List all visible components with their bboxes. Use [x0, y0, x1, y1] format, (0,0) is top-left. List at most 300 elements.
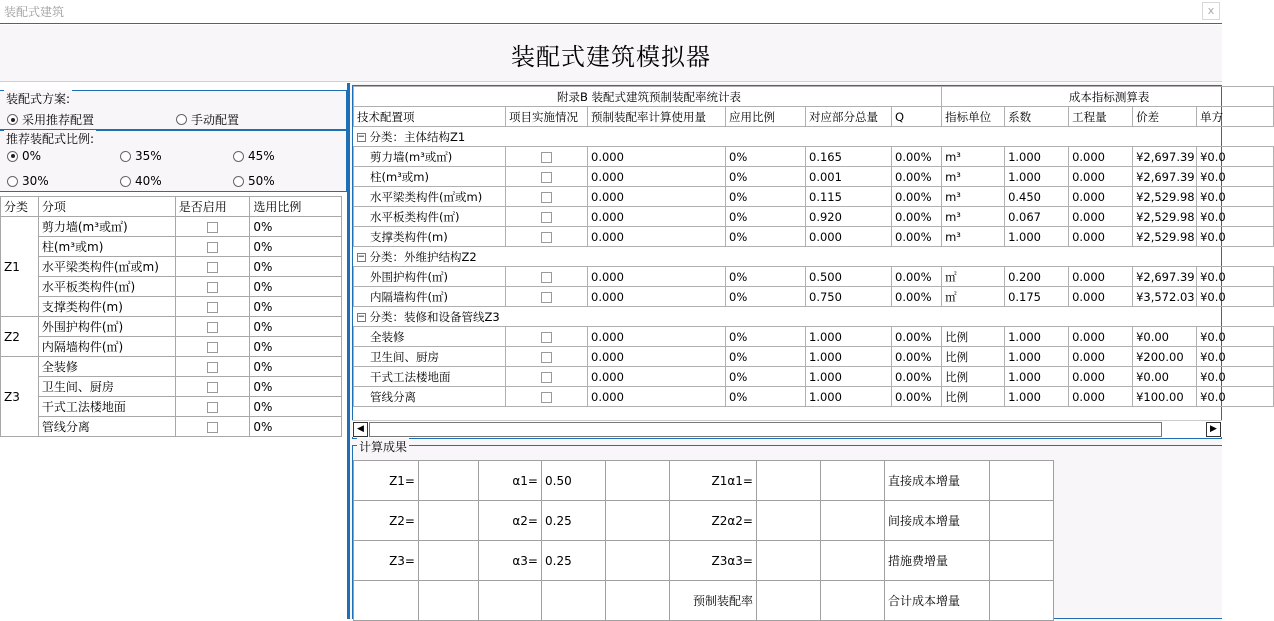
enabled-cell	[175, 377, 250, 397]
table-row	[1, 217, 342, 237]
grid-row[interactable]	[354, 167, 1274, 187]
calc-row	[354, 461, 1054, 501]
band-prefab-stats: 附录B 装配式建筑预制装配率统计表	[354, 87, 942, 107]
enable-checkbox[interactable]	[207, 222, 218, 233]
enable-checkbox[interactable]	[207, 422, 218, 433]
grid-row[interactable]	[354, 187, 1274, 207]
z-alpha-label: Z2α2=	[670, 501, 757, 541]
enabled-cell	[175, 317, 250, 337]
unit-cost-cell[interactable]: ¥0.0	[1197, 167, 1274, 187]
ratio-cell[interactable]: 0%	[726, 267, 806, 287]
ratio-option-0[interactable]	[7, 149, 41, 163]
alpha-value[interactable]	[542, 581, 606, 621]
collapse-icon[interactable]: −	[357, 251, 366, 262]
cost-value	[990, 541, 1054, 581]
enabled-cell	[175, 277, 250, 297]
implemented-cell	[506, 207, 588, 227]
ratio-cell[interactable]: 0%	[250, 317, 342, 337]
spacer-cell	[821, 541, 885, 581]
config-item-cell: 全装修	[354, 327, 506, 347]
usage-cell[interactable]: 0.000	[588, 227, 726, 247]
unit-cost-cell[interactable]: ¥0.0	[1197, 147, 1274, 167]
ratio-cell[interactable]: 0%	[726, 367, 806, 387]
price-diff-cell[interactable]: ¥0.00	[1133, 367, 1197, 387]
quantity-cell[interactable]: 0.000	[1069, 327, 1133, 347]
price-diff-cell[interactable]: ¥2,529.98	[1133, 207, 1197, 227]
coef-cell[interactable]: 0.175	[1005, 287, 1069, 307]
group-row[interactable]	[354, 247, 1274, 267]
ratio-cell[interactable]: 0%	[726, 147, 806, 167]
config-item-cell: 柱(m³或m)	[354, 167, 506, 187]
grid-col-header[interactable]: Q	[892, 107, 942, 127]
ratio-option-50[interactable]	[233, 174, 275, 188]
q-cell[interactable]: 0.00%	[892, 207, 942, 227]
calc-row	[354, 581, 1054, 621]
col-header-item: 分项	[38, 197, 175, 217]
implemented-checkbox[interactable]	[541, 172, 552, 183]
unit-cost-cell[interactable]: ¥0.0	[1197, 227, 1274, 247]
total-cell[interactable]: 0.115	[806, 187, 892, 207]
group-header-cell[interactable]	[354, 247, 1274, 267]
unit-cell[interactable]: 比例	[942, 387, 1005, 407]
band-header-row	[354, 87, 1274, 107]
app-title: 装配式建筑模拟器	[511, 43, 711, 71]
ratio-cell[interactable]: 0%	[250, 417, 342, 437]
calc-row	[354, 501, 1054, 541]
total-cell[interactable]: 1.000	[806, 347, 892, 367]
unit-cell[interactable]: m³	[942, 167, 1005, 187]
q-cell[interactable]: 0.00%	[892, 287, 942, 307]
group-header-cell[interactable]	[354, 307, 1274, 327]
config-item-cell: 水平梁类构件(㎡或m)	[354, 187, 506, 207]
grid-col-header[interactable]: 项目实施情况	[506, 107, 588, 127]
grid-row[interactable]	[354, 267, 1274, 287]
ratio-group	[0, 130, 347, 192]
unit-cell[interactable]: 比例	[942, 347, 1005, 367]
config-item-cell: 支撑类构件(m)	[354, 227, 506, 247]
price-diff-cell[interactable]: ¥2,697.39	[1133, 167, 1197, 187]
implemented-cell	[506, 287, 588, 307]
item-cell: 水平板类构件(㎡)	[38, 277, 175, 297]
z-label: Z3=	[354, 541, 419, 581]
implemented-checkbox[interactable]	[541, 332, 552, 343]
group-row[interactable]	[354, 307, 1274, 327]
z-value	[419, 541, 479, 581]
coef-cell[interactable]: 1.000	[1005, 347, 1069, 367]
col-header-enabled: 是否启用	[175, 197, 250, 217]
table-row	[1, 397, 342, 417]
config-item-cell: 剪力墙(m³或㎡)	[354, 147, 506, 167]
item-cell: 全装修	[38, 357, 175, 377]
grid-row[interactable]	[354, 347, 1274, 367]
enable-checkbox[interactable]	[207, 402, 218, 413]
price-diff-cell[interactable]: ¥2,529.98	[1133, 187, 1197, 207]
price-diff-cell[interactable]: ¥100.00	[1133, 387, 1197, 407]
price-diff-cell[interactable]: ¥2,697.39	[1133, 267, 1197, 287]
calc-row	[354, 541, 1054, 581]
total-cell[interactable]: 0.500	[806, 267, 892, 287]
unit-cost-cell[interactable]: ¥0.0	[1197, 287, 1274, 307]
table-row	[1, 297, 342, 317]
usage-cell[interactable]: 0.000	[588, 387, 726, 407]
implemented-cell	[506, 147, 588, 167]
item-cell: 干式工法楼地面	[38, 397, 175, 417]
spacer-cell	[821, 581, 885, 621]
total-cell[interactable]: 0.750	[806, 287, 892, 307]
quantity-cell[interactable]: 0.000	[1069, 187, 1133, 207]
z-alpha-label: Z3α3=	[670, 541, 757, 581]
enable-checkbox[interactable]	[207, 382, 218, 393]
unit-cost-cell[interactable]: ¥0.0	[1197, 387, 1274, 407]
radio-label: 50%	[248, 174, 275, 188]
grid-row[interactable]	[354, 207, 1274, 227]
table-row	[1, 417, 342, 437]
grid-col-header[interactable]: 预制装配率计算使用量	[588, 107, 726, 127]
usage-cell[interactable]: 0.000	[588, 147, 726, 167]
ratio-cell[interactable]: 0%	[726, 347, 806, 367]
ratio-cell[interactable]: 0%	[250, 397, 342, 417]
quantity-cell[interactable]: 0.000	[1069, 227, 1133, 247]
cost-value	[990, 581, 1054, 621]
implemented-checkbox[interactable]	[541, 192, 552, 203]
implemented-checkbox[interactable]	[541, 372, 552, 383]
ratio-option-30[interactable]	[7, 174, 49, 188]
config-item-cell: 管线分离	[354, 387, 506, 407]
table-row	[1, 277, 342, 297]
price-diff-cell[interactable]: ¥0.00	[1133, 327, 1197, 347]
price-diff-cell[interactable]: ¥3,572.03	[1133, 287, 1197, 307]
implemented-checkbox[interactable]	[541, 292, 552, 303]
grid-row[interactable]	[354, 327, 1274, 347]
ratio-label: 推荐装配式比例:	[6, 132, 95, 146]
grid-col-header[interactable]: 对应部分总量	[806, 107, 892, 127]
grid-row[interactable]	[354, 387, 1274, 407]
item-cell: 卫生间、厨房	[38, 377, 175, 397]
ratio-cell[interactable]: 0%	[726, 327, 806, 347]
z-alpha-label: 预制装配率	[670, 581, 757, 621]
cost-label: 直接成本增量	[885, 461, 990, 501]
coef-cell[interactable]: 0.200	[1005, 267, 1069, 287]
grid-col-header[interactable]: 系数	[1005, 107, 1069, 127]
total-cell[interactable]: 0.001	[806, 167, 892, 187]
radio-icon	[7, 176, 18, 187]
usage-cell[interactable]: 0.000	[588, 207, 726, 227]
enabled-cell	[175, 417, 250, 437]
ratio-option-35[interactable]	[120, 149, 162, 163]
enable-checkbox[interactable]	[207, 322, 218, 333]
enable-checkbox[interactable]	[207, 242, 218, 253]
q-cell[interactable]: 0.00%	[892, 367, 942, 387]
spacer-cell	[821, 501, 885, 541]
radio-label: 35%	[135, 149, 162, 163]
ratio-cell[interactable]: 0%	[726, 187, 806, 207]
radio-icon	[176, 114, 187, 125]
enabled-cell	[175, 297, 250, 317]
implemented-cell	[506, 347, 588, 367]
table-row	[1, 257, 342, 277]
unit-cell[interactable]: 比例	[942, 327, 1005, 347]
z-alpha-value	[757, 461, 821, 501]
table-header-row	[1, 197, 342, 217]
radio-label: 45%	[248, 149, 275, 163]
price-diff-cell[interactable]: ¥2,529.98	[1133, 227, 1197, 247]
ratio-cell[interactable]: 0%	[726, 287, 806, 307]
item-cell: 支撑类构件(m)	[38, 297, 175, 317]
radio-icon	[120, 151, 131, 162]
unit-cost-cell[interactable]: ¥0.0	[1197, 327, 1274, 347]
price-diff-cell[interactable]: ¥200.00	[1133, 347, 1197, 367]
config-item-cell: 水平板类构件(㎡)	[354, 207, 506, 227]
category-cell: Z2	[1, 317, 39, 357]
unit-cell[interactable]: m³	[942, 187, 1005, 207]
z-label: Z2=	[354, 501, 419, 541]
column-header-row	[354, 107, 1274, 127]
component-table	[0, 196, 342, 437]
grid-row[interactable]	[354, 367, 1274, 387]
total-cell[interactable]: 0.000	[806, 227, 892, 247]
category-cell: Z1	[1, 217, 39, 317]
horizontal-scrollbar[interactable]	[352, 420, 1222, 437]
implemented-checkbox[interactable]	[541, 212, 552, 223]
ratio-option-40[interactable]	[120, 174, 162, 188]
ratio-cell[interactable]: 0%	[250, 357, 342, 377]
item-cell: 水平梁类构件(㎡或m)	[38, 257, 175, 277]
z-value	[419, 581, 479, 621]
unit-cost-cell[interactable]: ¥0.0	[1197, 267, 1274, 287]
config-item-cell: 卫生间、厨房	[354, 347, 506, 367]
q-cell[interactable]: 0.00%	[892, 267, 942, 287]
implemented-cell	[506, 167, 588, 187]
total-cell[interactable]: 0.165	[806, 147, 892, 167]
quantity-cell[interactable]: 0.000	[1069, 267, 1133, 287]
ratio-cell[interactable]: 0%	[250, 297, 342, 317]
radio-icon	[7, 114, 18, 125]
scroll-left-icon[interactable]: ◀	[353, 422, 368, 437]
usage-cell[interactable]: 0.000	[588, 267, 726, 287]
q-cell[interactable]: 0.00%	[892, 387, 942, 407]
cost-label: 措施费增量	[885, 541, 990, 581]
coef-cell[interactable]: 1.000	[1005, 167, 1069, 187]
z-label	[354, 581, 419, 621]
radio-label: 40%	[135, 174, 162, 188]
coef-cell[interactable]: 1.000	[1005, 367, 1069, 387]
ratio-cell[interactable]: 0%	[250, 217, 342, 237]
ratio-cell[interactable]: 0%	[726, 227, 806, 247]
q-cell[interactable]: 0.00%	[892, 347, 942, 367]
calc-result-group	[352, 440, 1222, 619]
collapse-icon[interactable]: −	[357, 311, 366, 322]
item-cell: 柱(m³或m)	[38, 237, 175, 257]
table-row	[1, 237, 342, 257]
enable-checkbox[interactable]	[207, 302, 218, 313]
enable-checkbox[interactable]	[207, 342, 218, 353]
grid-col-header[interactable]: 指标单位	[942, 107, 1005, 127]
ratio-cell[interactable]: 0%	[250, 277, 342, 297]
config-item-cell: 内隔墙构件(㎡)	[354, 287, 506, 307]
ratio-cell[interactable]: 0%	[250, 257, 342, 277]
implemented-cell	[506, 367, 588, 387]
unit-cost-cell[interactable]: ¥0.0	[1197, 367, 1274, 387]
alpha-label: α1=	[479, 461, 542, 501]
coef-cell[interactable]: 1.000	[1005, 327, 1069, 347]
coef-cell[interactable]: 1.000	[1005, 227, 1069, 247]
group-title: 分类：装修和设备管线Z3	[369, 309, 500, 324]
cost-label: 间接成本增量	[885, 501, 990, 541]
quantity-cell[interactable]: 0.000	[1069, 147, 1133, 167]
coef-cell[interactable]: 0.450	[1005, 187, 1069, 207]
enabled-cell	[175, 237, 250, 257]
total-cell[interactable]: 1.000	[806, 327, 892, 347]
usage-cell[interactable]: 0.000	[588, 367, 726, 387]
statistics-grid	[352, 85, 1226, 439]
left-panel	[0, 83, 347, 619]
config-item-cell: 干式工法楼地面	[354, 367, 506, 387]
scheme-option-recommended[interactable]	[7, 111, 94, 128]
scheme-label: 装配式方案:	[6, 92, 71, 106]
radio-label: 0%	[22, 149, 42, 163]
enabled-cell	[175, 337, 250, 357]
calc-result-label: 计算成果	[359, 440, 408, 454]
ratio-cell[interactable]: 0%	[726, 167, 806, 187]
coef-cell[interactable]: 1.000	[1005, 387, 1069, 407]
enabled-cell	[175, 397, 250, 417]
total-cell[interactable]: 1.000	[806, 387, 892, 407]
implemented-cell	[506, 187, 588, 207]
app-header	[0, 25, 1222, 82]
ratio-cell[interactable]: 0%	[250, 377, 342, 397]
unit-cost-cell[interactable]: ¥0.0	[1197, 187, 1274, 207]
implemented-cell	[506, 387, 588, 407]
total-cell[interactable]: 0.920	[806, 207, 892, 227]
implemented-checkbox[interactable]	[541, 392, 552, 403]
alpha-label: α2=	[479, 501, 542, 541]
alpha-value[interactable]: 0.25	[542, 501, 606, 541]
alpha-label: α3=	[479, 541, 542, 581]
col-header-category: 分类	[1, 197, 39, 217]
coef-cell[interactable]: 0.067	[1005, 207, 1069, 227]
enabled-cell	[175, 257, 250, 277]
quantity-cell[interactable]: 0.000	[1069, 207, 1133, 227]
q-cell[interactable]: 0.00%	[892, 227, 942, 247]
usage-cell[interactable]: 0.000	[588, 347, 726, 367]
enable-checkbox[interactable]	[207, 362, 218, 373]
ratio-cell[interactable]: 0%	[250, 237, 342, 257]
spacer-cell	[606, 501, 670, 541]
grid-row[interactable]	[354, 227, 1274, 247]
implemented-checkbox[interactable]	[541, 352, 552, 363]
grid-col-header[interactable]: 单方	[1197, 107, 1274, 127]
total-cell[interactable]: 1.000	[806, 367, 892, 387]
usage-cell[interactable]: 0.000	[588, 287, 726, 307]
alpha-value[interactable]: 0.25	[542, 541, 606, 581]
item-cell: 管线分离	[38, 417, 175, 437]
unit-cell[interactable]: m³	[942, 227, 1005, 247]
q-cell[interactable]: 0.00%	[892, 327, 942, 347]
alpha-value[interactable]: 0.50	[542, 461, 606, 501]
item-cell: 剪力墙(m³或㎡)	[38, 217, 175, 237]
table-row	[1, 337, 342, 357]
close-icon[interactable]: x	[1202, 2, 1220, 20]
z-alpha-value	[757, 581, 821, 621]
alpha-label	[479, 581, 542, 621]
z-value	[419, 501, 479, 541]
ratio-cell[interactable]: 0%	[250, 337, 342, 357]
enable-checkbox[interactable]	[207, 262, 218, 273]
table-row	[1, 377, 342, 397]
enabled-cell	[175, 357, 250, 377]
unit-cost-cell[interactable]: ¥0.0	[1197, 347, 1274, 367]
z-alpha-value	[757, 501, 821, 541]
enable-checkbox[interactable]	[207, 282, 218, 293]
group-row[interactable]	[354, 127, 1274, 147]
grid-col-header[interactable]: 价差	[1133, 107, 1197, 127]
implemented-checkbox[interactable]	[541, 272, 552, 283]
unit-cell[interactable]: ㎡	[942, 287, 1005, 307]
price-diff-cell[interactable]: ¥2,697.39	[1133, 147, 1197, 167]
grid-col-header[interactable]: 工程量	[1069, 107, 1133, 127]
scrollbar-thumb[interactable]	[369, 422, 1162, 437]
category-cell: Z3	[1, 357, 39, 437]
q-cell[interactable]: 0.00%	[892, 167, 942, 187]
usage-cell[interactable]: 0.000	[588, 167, 726, 187]
radio-icon	[233, 176, 244, 187]
collapse-icon[interactable]: −	[357, 131, 366, 142]
q-cell[interactable]: 0.00%	[892, 187, 942, 207]
ratio-cell[interactable]: 0%	[726, 207, 806, 227]
implemented-checkbox[interactable]	[541, 232, 552, 243]
scheme-group	[0, 90, 347, 130]
table-row	[1, 357, 342, 377]
q-cell[interactable]: 0.00%	[892, 147, 942, 167]
unit-cell[interactable]: ㎡	[942, 267, 1005, 287]
coef-cell[interactable]: 1.000	[1005, 147, 1069, 167]
unit-cell[interactable]: m³	[942, 207, 1005, 227]
ratio-option-45[interactable]	[233, 149, 275, 163]
unit-cost-cell[interactable]: ¥0.0	[1197, 207, 1274, 227]
group-title: 分类：外维护结构Z2	[369, 249, 477, 264]
spacer-cell	[606, 541, 670, 581]
unit-cell[interactable]: 比例	[942, 367, 1005, 387]
usage-cell[interactable]: 0.000	[588, 327, 726, 347]
scroll-right-icon[interactable]: ▶	[1206, 422, 1221, 437]
unit-cell[interactable]: m³	[942, 147, 1005, 167]
right-panel	[350, 83, 1226, 619]
group-header-cell[interactable]	[354, 127, 1274, 147]
grid-row[interactable]	[354, 287, 1274, 307]
quantity-cell[interactable]: 0.000	[1069, 387, 1133, 407]
grid-col-header[interactable]: 应用比例	[726, 107, 806, 127]
implemented-checkbox[interactable]	[541, 152, 552, 163]
quantity-cell[interactable]: 0.000	[1069, 347, 1133, 367]
grid-row[interactable]	[354, 147, 1274, 167]
window-titlebar	[0, 0, 1222, 24]
implemented-cell	[506, 327, 588, 347]
quantity-cell[interactable]: 0.000	[1069, 287, 1133, 307]
scheme-option-manual[interactable]	[176, 111, 239, 128]
grid-col-header[interactable]: 技术配置项	[354, 107, 506, 127]
implemented-cell	[506, 227, 588, 247]
ratio-cell[interactable]: 0%	[726, 387, 806, 407]
quantity-cell[interactable]: 0.000	[1069, 367, 1133, 387]
group-title: 分类：主体结构Z1	[369, 129, 466, 144]
quantity-cell[interactable]: 0.000	[1069, 167, 1133, 187]
z-alpha-label: Z1α1=	[670, 461, 757, 501]
calc-result-table	[353, 460, 1054, 621]
radio-icon	[233, 151, 244, 162]
cost-value	[990, 501, 1054, 541]
radio-icon	[7, 151, 18, 162]
usage-cell[interactable]: 0.000	[588, 187, 726, 207]
